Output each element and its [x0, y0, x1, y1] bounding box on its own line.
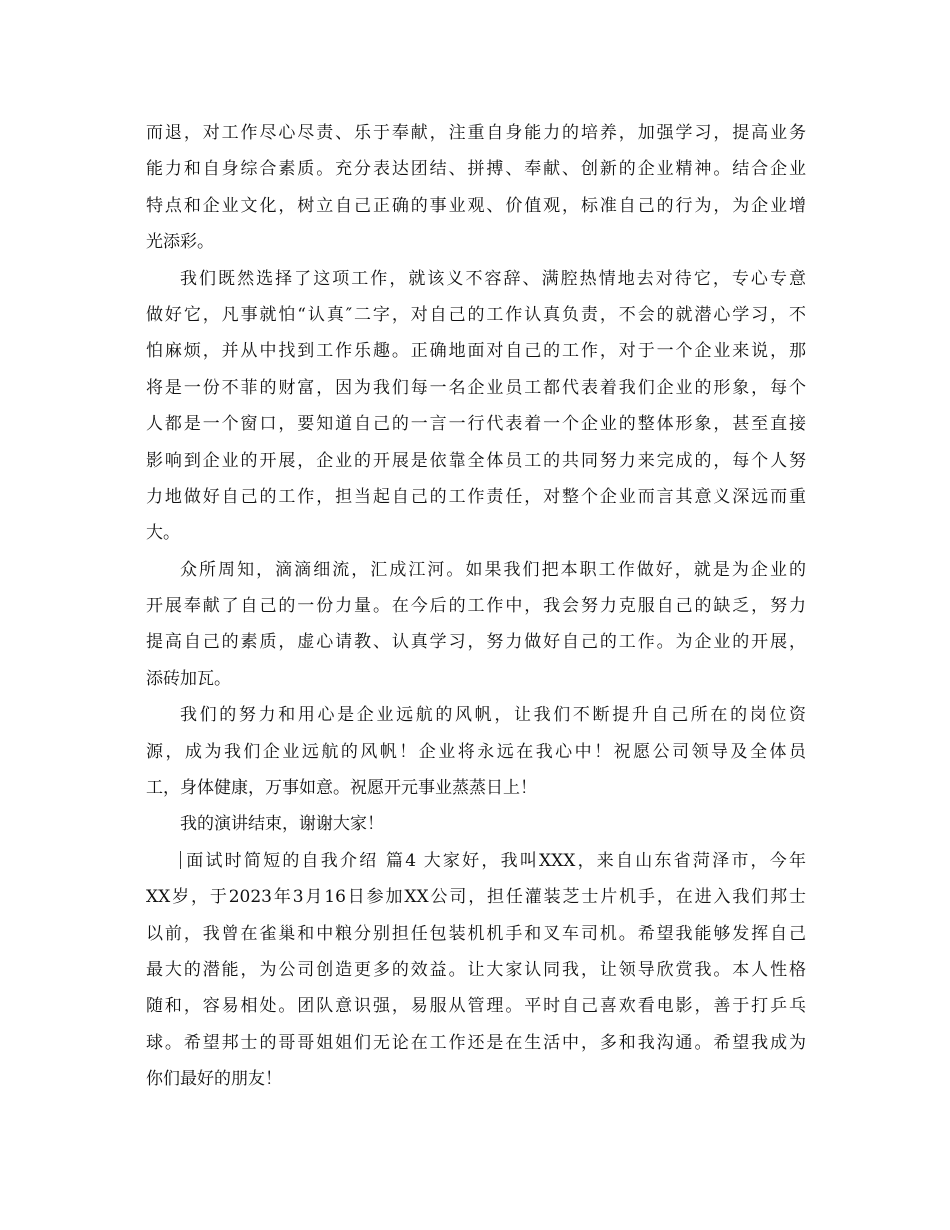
paragraph [146, 806, 806, 842]
paragraph [146, 261, 806, 552]
line-text: 我的演讲结束，谢谢大家！ [180, 814, 384, 835]
text-line [146, 952, 806, 988]
line-text: 影响到企业的开展，企业的开展是依靠全体员工的共同努力来完成的，每个人努 [146, 450, 806, 471]
text-line [146, 552, 806, 588]
text-line [146, 1061, 806, 1097]
text-line [146, 370, 806, 406]
line-text: 人都是一个窗口，要知道自己的一言一行代表着一个企业的整体形象，甚至直接 [146, 414, 806, 435]
line-text: 随和，容易相处。团队意识强，易服从管理。平时自己喜欢看电影，善于打乒乓 [146, 996, 806, 1017]
paragraph [146, 552, 806, 698]
line-text: 添砖加瓦。 [146, 668, 231, 689]
line-text: 最大的潜能，为公司创造更多的效益。让大家认同我，让领导欣赏我。本人性格 [146, 959, 806, 980]
text-line [146, 661, 806, 697]
line-text: 将是一份不菲的财富，因为我们每一名企业员工都代表着我们企业的形象，每个 [146, 377, 806, 398]
text-line [146, 151, 806, 187]
line-text: 能力和自身综合素质。充分表达团结、拼搏、奉献、创新的企业精神。结合企业 [146, 159, 806, 180]
text-line [146, 443, 806, 479]
text-line [146, 479, 806, 515]
text-line [146, 588, 806, 624]
text-line [146, 406, 806, 442]
text-line [146, 734, 806, 770]
text-line [146, 224, 806, 260]
line-text: 我们既然选择了这项工作，就该义不容辞、满腔热情地去对待它，专心专意 [180, 268, 806, 289]
line-text: XX岁，于2023年3月16日参加XX公司，担任灌装芝士片机手，在进入我们邦士 [146, 887, 806, 908]
text-line [146, 333, 806, 369]
text-line [146, 879, 806, 915]
line-text: 怕麻烦，并从中找到工作乐趣。正确地面对自己的工作，对于一个企业来说，那 [146, 341, 806, 362]
text-cursor [180, 851, 181, 869]
line-text: 以前，我曾在雀巢和中粮分别担任包装机机手和叉车司机。希望我能够发挥自己 [146, 923, 806, 944]
text-line [146, 843, 806, 879]
line-text: 力地做好自己的工作，担当起自己的工作责任，对整个企业而言其意义深远而重 [146, 486, 806, 507]
text-line [146, 697, 806, 733]
line-text: 众所周知，滴滴细流，汇成江河。如果我们把本职工作做好，就是为企业的 [180, 559, 806, 580]
text-line [146, 988, 806, 1024]
line-text: 我们的努力和用心是企业远航的风帆，让我们不断提升自己所在的岗位资 [180, 705, 806, 726]
line-text: 开展奉献了自己的一份力量。在今后的工作中，我会努力克服自己的缺乏，努力 [146, 596, 806, 617]
line-text: 光添彩。 [146, 232, 214, 253]
line-text: 大。 [146, 523, 180, 544]
text-line [146, 770, 806, 806]
paragraph [146, 843, 806, 1098]
line-text: 源，成为我们企业远航的风帆！企业将永远在我心中！祝愿公司领导及全体员 [146, 741, 806, 762]
text-line [146, 916, 806, 952]
text-line [146, 624, 806, 660]
line-text: 做好它，凡事就怕“认真″二字，对自己的工作认真负责，不会的就潜心学习，不 [146, 304, 806, 325]
document-body [146, 115, 806, 1098]
paragraph [146, 115, 806, 261]
text-line [146, 515, 806, 551]
line-text: 而退，对工作尽心尽责、乐于奉献，注重自身能力的培养，加强学习，提高业务 [146, 123, 806, 143]
text-line [146, 188, 806, 224]
text-line [146, 261, 806, 297]
text-line [146, 297, 806, 333]
text-line [146, 806, 806, 842]
paragraph [146, 697, 806, 806]
line-text: 提高自己的素质，虚心请教、认真学习，努力做好自己的工作。为企业的开展， [146, 632, 806, 653]
line-text: 面试时简短的自我介绍 篇4 大家好，我叫XXX，来自山东省菏泽市，今年 [184, 850, 806, 871]
line-text: 特点和企业文化，树立自己正确的事业观、价值观，标准自己的行为，为企业增 [146, 195, 806, 216]
text-line [146, 115, 806, 151]
text-line [146, 1025, 806, 1061]
line-text: 你们最好的朋友！ [146, 1069, 282, 1090]
line-text: 球。希望邦士的哥哥姐姐们无论在工作还是在生活中，多和我沟通。希望我成为 [146, 1032, 806, 1053]
line-text: 工，身体健康，万事如意。祝愿开元事业蒸蒸日上！ [146, 778, 537, 799]
